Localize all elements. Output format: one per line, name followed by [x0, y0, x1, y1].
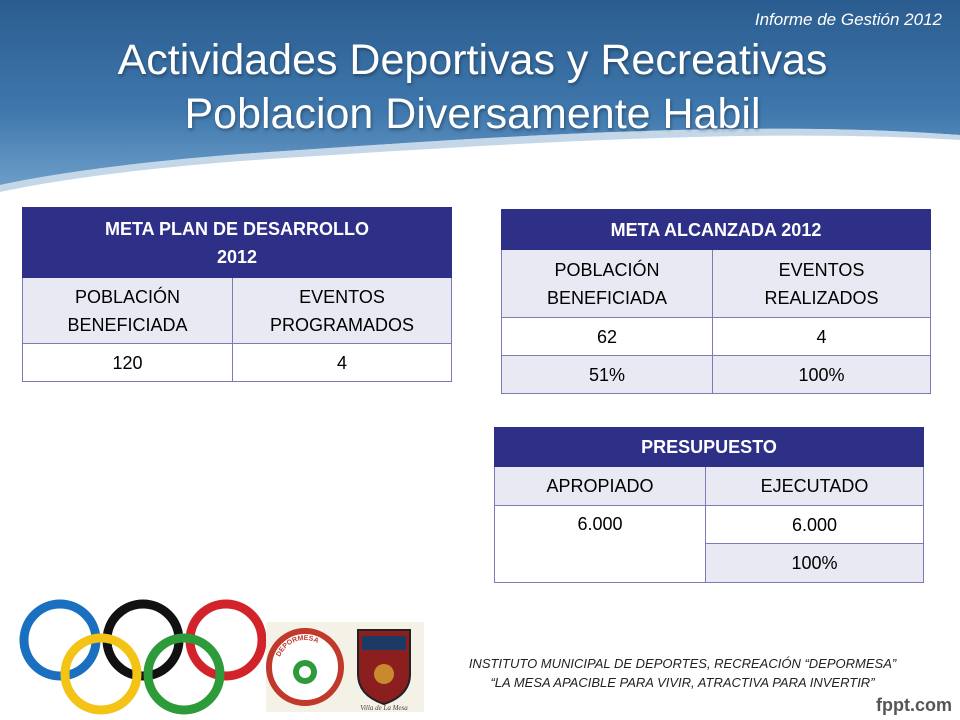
percent-cell: 100% — [713, 356, 931, 394]
table-row — [495, 428, 924, 467]
deportmesa-logo — [266, 622, 344, 712]
value-cell: 4 — [233, 344, 452, 382]
header-cell — [502, 250, 713, 318]
logo1-text: DEPORMESA — [275, 634, 320, 658]
meta-plan-table — [22, 207, 452, 382]
report-tag: Informe de Gestión 2012 — [754, 10, 942, 29]
col-label: POBLACIÓN — [554, 259, 660, 280]
header-cell: APROPIADO — [495, 467, 706, 506]
meta-plan-title-line2: 2012 — [216, 246, 258, 267]
value-cell: 62 — [502, 318, 713, 356]
col-label: REALIZADOS — [764, 287, 879, 308]
institute-line2: “LA MESA APACIBLE PARA VIVIR, ATRACTIVA PARA INVERTIR” — [490, 675, 875, 690]
table-row — [23, 208, 452, 278]
col-label: POBLACIÓN — [74, 286, 181, 307]
table-row — [495, 467, 924, 506]
presupuesto-table — [494, 427, 924, 583]
olympic-rings-icon — [18, 598, 268, 716]
value-cell: 4 — [713, 318, 931, 356]
value-cell: 6.000 — [495, 506, 706, 583]
page-title-line1: Actividades Deportivas y Recreativas — [117, 36, 828, 84]
logo2-text: Villa de La Mesa — [360, 704, 408, 712]
table-row — [23, 278, 452, 344]
percent-cell: 100% — [706, 544, 924, 583]
col-label: BENEFICIADA — [546, 287, 668, 308]
table-row — [23, 344, 452, 382]
meta-plan-title — [23, 208, 452, 278]
value-cell: 6.000 — [706, 506, 924, 544]
fppt-watermark: fppt.com — [876, 695, 952, 715]
header-cell — [23, 278, 233, 344]
table-row — [502, 356, 931, 394]
meta-alcanzada-table — [501, 209, 931, 394]
value-cell: 120 — [23, 344, 233, 382]
table-row — [495, 506, 924, 544]
institute-line1: INSTITUTO MUNICIPAL DE DEPORTES, RECREACIÓN “DEPORMESA” — [468, 656, 897, 671]
table-row — [502, 318, 931, 356]
percent-cell: 51% — [502, 356, 713, 394]
table-row — [502, 210, 931, 250]
meta-alcanzada-title: META ALCANZADA 2012 — [502, 210, 931, 250]
header-cell — [233, 278, 452, 344]
header-cell — [713, 250, 931, 318]
meta-plan-title-line1: META PLAN DE DESARROLLO — [105, 218, 369, 239]
col-label: EVENTOS — [299, 286, 385, 307]
col-label: BENEFICIADA — [67, 314, 188, 335]
col-label: EVENTOS — [778, 259, 865, 280]
page-title-line2: Poblacion Diversamente Habil — [184, 90, 761, 138]
presupuesto-title: PRESUPUESTO — [495, 428, 924, 467]
table-row — [502, 250, 931, 318]
header-cell: EJECUTADO — [706, 467, 924, 506]
col-label: PROGRAMADOS — [269, 314, 415, 335]
